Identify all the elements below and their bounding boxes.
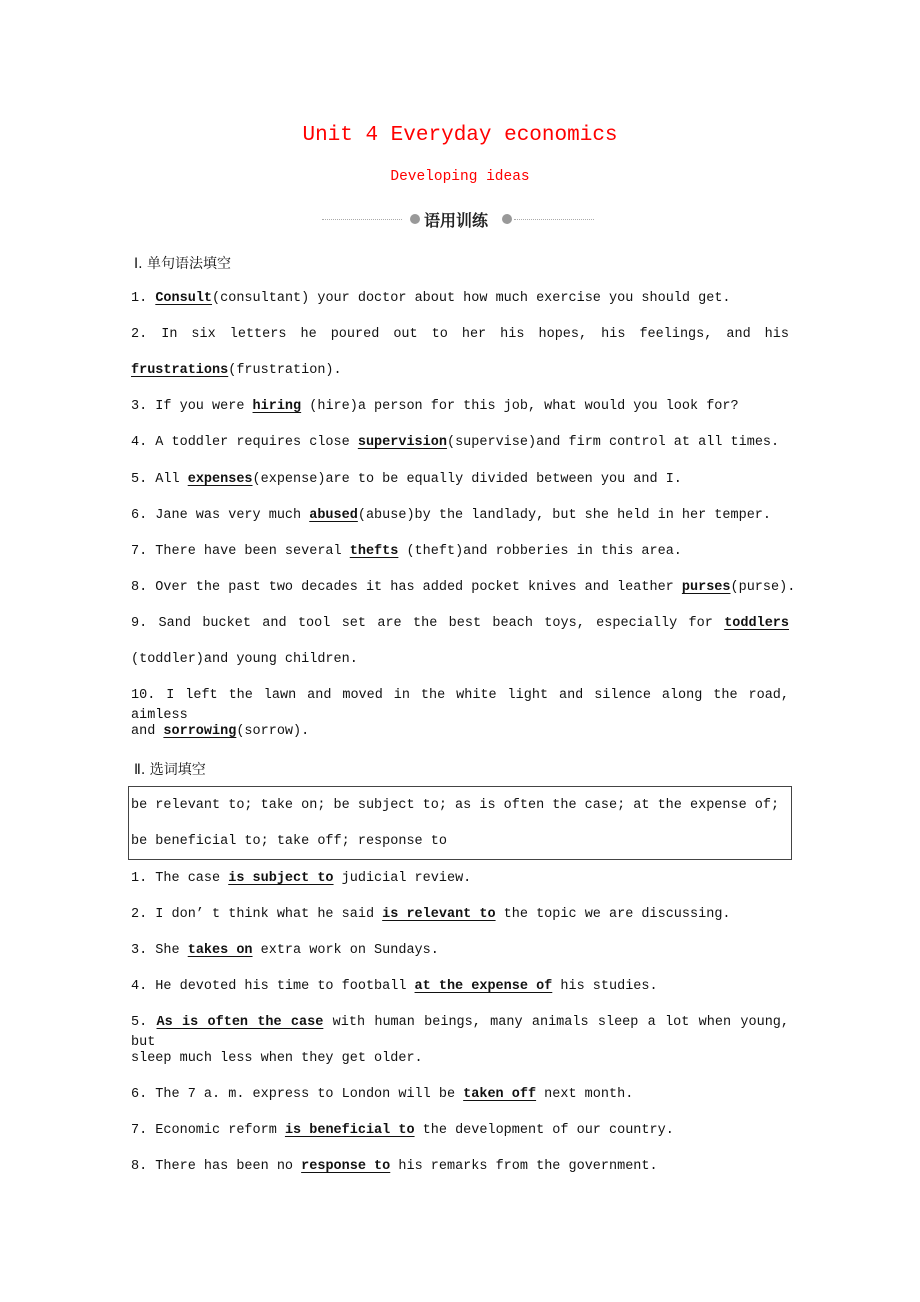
item-text: 2. I don’ t think what he said [131,907,383,922]
answer: response to [301,1159,391,1174]
section-heading: Ⅱ. 选词填空 [134,762,206,778]
answer: toddlers [724,616,789,631]
item-text: (hire)a person for this job, what would you look for? [301,399,739,414]
exercise-item [131,614,789,634]
exercise-item [131,941,789,961]
exercise-item [131,542,789,562]
section-heading: Ⅰ. 单句语法填空 [134,256,232,272]
exercise-item-continued: sleep much less when they get older. [131,1051,423,1066]
item-text: 1. [131,291,156,306]
item-text: 6. Jane was very much [131,508,310,523]
item-text: his studies. [552,979,658,994]
item-text: (frustration). [228,363,342,378]
document-subtitle: Developing ideas [390,169,530,185]
item-text: his remarks from the government. [390,1159,658,1174]
item-text: 5. [131,1015,157,1030]
item-text: 5. All [131,472,188,487]
answer: is beneficial to [284,1123,415,1138]
item-text: 8. Over the past two decades it has added pocket knives and leather [131,580,682,595]
bullet-dot-icon [410,214,420,224]
item-text: 4. A toddler requires close [131,435,358,450]
exercise-item [131,1085,789,1105]
exercise-item [131,905,789,925]
item-text: (supervise)and firm control at all times. [446,435,780,450]
exercise-item: 2. In six letters he poured out to her his hopes, his feelings, and his [131,327,789,342]
exercise-item [131,1121,789,1141]
exercise-item [131,869,789,889]
exercise-item [131,397,789,417]
exercise-item [131,289,789,309]
answer: thefts [349,544,399,559]
exercise-item [131,578,796,598]
answer: purses [681,580,731,595]
item-text: 7. There have been several [131,544,350,559]
item-text: 3. If you were [131,399,253,414]
exercise-item [131,1013,789,1050]
section-banner [322,208,592,232]
answer: As is often the case [156,1015,324,1030]
exercise-item-continued: (toddler)and young children. [131,652,358,667]
item-text: (consultant) your doctor about how much exercise you should get. [212,291,731,306]
answer: expenses [187,472,253,487]
item-text: (theft)and robberies in this area. [398,544,682,559]
answer: taken off [463,1087,537,1102]
exercise-item [131,1157,789,1177]
item-text: 4. He devoted his time to football [131,979,415,994]
bullet-dot-icon [502,214,512,224]
item-text: (abuse)by the landlady, but she held in her temper. [357,508,772,523]
answer: frustrations [131,363,229,378]
document-title: Unit 4 Everyday economics [302,124,618,147]
item-text: 6. The 7 a. m. express to London will be [131,1087,464,1102]
item-text: the development of our country. [414,1123,674,1138]
item-text: (purse). [730,580,796,595]
answer: hiring [252,399,302,414]
answer: takes on [187,943,253,958]
exercise-item: 10. I left the lawn and moved in the white light and silence along the road, aimless [131,688,789,723]
banner-text: 语用训练 [424,211,489,230]
answer: Consult [155,291,213,306]
item-text: judicial review. [333,871,472,886]
item-text: 1. The case [131,871,229,886]
item-text: extra work on Sundays. [252,943,439,958]
item-text: 3. She [131,943,188,958]
divider [514,219,594,220]
item-text: next month. [536,1087,634,1102]
exercise-item [131,977,789,997]
answer: at the expense of [414,979,553,994]
answer: is subject to [228,871,334,886]
exercise-item [131,506,789,526]
item-text: (sorrow). [236,724,310,739]
item-text: with human beings, many animals sleep a lot when young, but [131,1015,789,1050]
exercise-item-continued [131,361,789,381]
divider [322,219,402,220]
exercise-item-continued [131,722,789,742]
answer: is relevant to [382,907,496,922]
exercise-item [131,470,789,490]
word-bank-line: be relevant to; take on; be subject to; as is often the case; at the expense of; [131,798,780,813]
answer: abused [309,508,358,523]
exercise-item [131,433,789,453]
answer: sorrowing [163,724,237,739]
item-text: 7. Economic reform [131,1123,285,1138]
item-text: and [131,724,164,739]
item-text: 8. There has been no [131,1159,302,1174]
word-bank-line: be beneficial to; take off; response to [131,834,447,849]
item-text: 9. Sand bucket and tool set are the best beach toys, especially for [131,616,725,631]
item-text: the topic we are discussing. [495,907,731,922]
item-text: (expense)are to be equally divided between you and I. [252,472,682,487]
answer: supervision [357,435,447,450]
